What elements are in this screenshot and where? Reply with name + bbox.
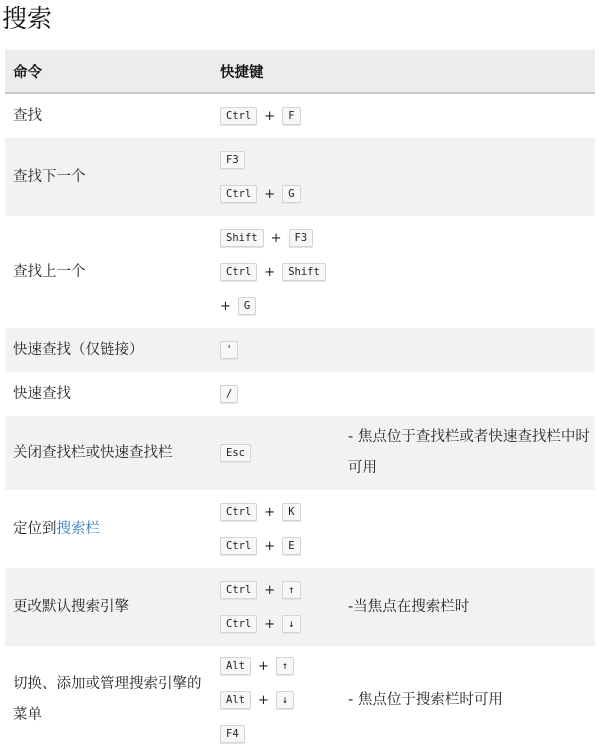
key-combo (220, 289, 340, 323)
header-note (340, 50, 595, 93)
command-text: 关闭查找栏或快速查找栏 (13, 444, 173, 461)
key-combo (220, 143, 340, 177)
table-row (5, 328, 595, 372)
key-cap: E (282, 537, 300, 555)
shortcut-cell (212, 328, 340, 372)
shortcut-cell (212, 93, 340, 138)
table-row (5, 490, 595, 568)
table-header-row (5, 50, 595, 93)
key-cap: / (220, 385, 238, 403)
table-row (5, 93, 595, 138)
plus-sign: + (264, 186, 276, 202)
key-combo (220, 333, 340, 367)
key-cap: Ctrl (220, 185, 257, 203)
key-cap: Ctrl (220, 263, 257, 281)
key-combo (220, 529, 340, 563)
key-combo (220, 573, 340, 607)
key-combo (220, 177, 340, 211)
command-text: 查找下一个 (13, 168, 86, 185)
command-text: 定位到 (13, 520, 57, 537)
table-row (5, 646, 595, 754)
key-cap: Alt (220, 691, 251, 709)
command-text: 切换、添加或管理搜索引擎的菜单 (13, 676, 202, 723)
key-combo (220, 221, 340, 255)
key-combo (220, 255, 340, 289)
command-cell (5, 93, 212, 138)
key-cap: ↓ (276, 691, 294, 709)
key-cap: Shift (220, 229, 264, 247)
key-cap: F3 (220, 151, 245, 169)
key-cap: Alt (220, 657, 251, 675)
shortcut-cell (212, 372, 340, 416)
note-cell (340, 216, 595, 328)
key-cap: K (282, 503, 300, 521)
table-row (5, 216, 595, 328)
command-cell (5, 328, 212, 372)
key-cap: F (282, 107, 300, 125)
table-row (5, 416, 595, 490)
key-combo (220, 607, 340, 641)
key-cap: Ctrl (220, 107, 257, 125)
command-text: 查找 (13, 107, 42, 124)
note-cell: - 焦点位于搜索栏时可用 (348, 691, 503, 708)
key-cap: ↑ (282, 581, 300, 599)
key-cap: ↑ (276, 657, 294, 675)
plus-sign: + (257, 692, 269, 708)
note-cell: - 焦点位于查找栏或者快速查找栏中时可用 (340, 416, 595, 490)
key-combo (220, 99, 340, 133)
shortcut-cell (212, 216, 340, 328)
key-cap: G (282, 185, 300, 203)
command-cell (5, 568, 212, 646)
header-shortcut: 快捷键 (212, 50, 340, 93)
command-cell (5, 646, 212, 754)
key-combo (220, 717, 340, 751)
search-bar-link[interactable]: 搜索栏 (56, 520, 100, 537)
page-title: 搜索 (2, 4, 53, 33)
key-cap: ↓ (282, 615, 300, 633)
command-text: 快速查找 (13, 385, 71, 402)
table-row (5, 568, 595, 646)
command-cell (5, 490, 212, 568)
table-row (5, 372, 595, 416)
shortcut-cell (212, 646, 340, 754)
command-text: 查找上一个 (13, 263, 86, 280)
shortcut-cell (212, 568, 340, 646)
key-cap: Esc (220, 444, 251, 462)
plus-sign: + (264, 264, 276, 280)
key-cap: Shift (282, 263, 326, 281)
key-combo (220, 377, 340, 411)
shortcut-cell (212, 490, 340, 568)
plus-sign: + (220, 298, 231, 314)
key-cap: G (238, 297, 256, 315)
key-combo (220, 683, 340, 717)
key-cap: Ctrl (220, 581, 257, 599)
note-cell (340, 372, 595, 416)
plus-sign: + (257, 658, 269, 674)
key-cap: ' (220, 341, 238, 359)
command-cell (5, 138, 212, 216)
note-cell: -当焦点在搜索栏时 (340, 568, 595, 646)
plus-sign: + (264, 616, 276, 632)
key-combo (220, 436, 340, 470)
command-cell (5, 216, 212, 328)
note-cell (340, 138, 595, 216)
key-cap: F3 (289, 229, 314, 247)
key-cap: Ctrl (220, 615, 257, 633)
plus-sign: + (270, 230, 282, 246)
command-cell (5, 372, 212, 416)
plus-sign: + (264, 108, 276, 124)
note-cell (340, 93, 595, 138)
command-text: 快速查找（仅链接） (13, 341, 144, 358)
shortcuts-table (5, 50, 595, 754)
key-combo (220, 649, 340, 683)
shortcut-cell (212, 138, 340, 216)
key-cap: Ctrl (220, 503, 257, 521)
note-cell (340, 490, 595, 568)
key-cap: F4 (220, 725, 245, 743)
plus-sign: + (264, 504, 276, 520)
key-combo (220, 495, 340, 529)
table-row (5, 138, 595, 216)
key-cap: Ctrl (220, 537, 257, 555)
shortcut-cell (212, 416, 340, 490)
command-text: 更改默认搜索引擎 (13, 598, 129, 615)
command-cell (5, 416, 212, 490)
plus-sign: + (264, 538, 276, 554)
note-cell (340, 328, 595, 372)
plus-sign: + (264, 582, 276, 598)
header-command: 命令 (5, 50, 212, 93)
